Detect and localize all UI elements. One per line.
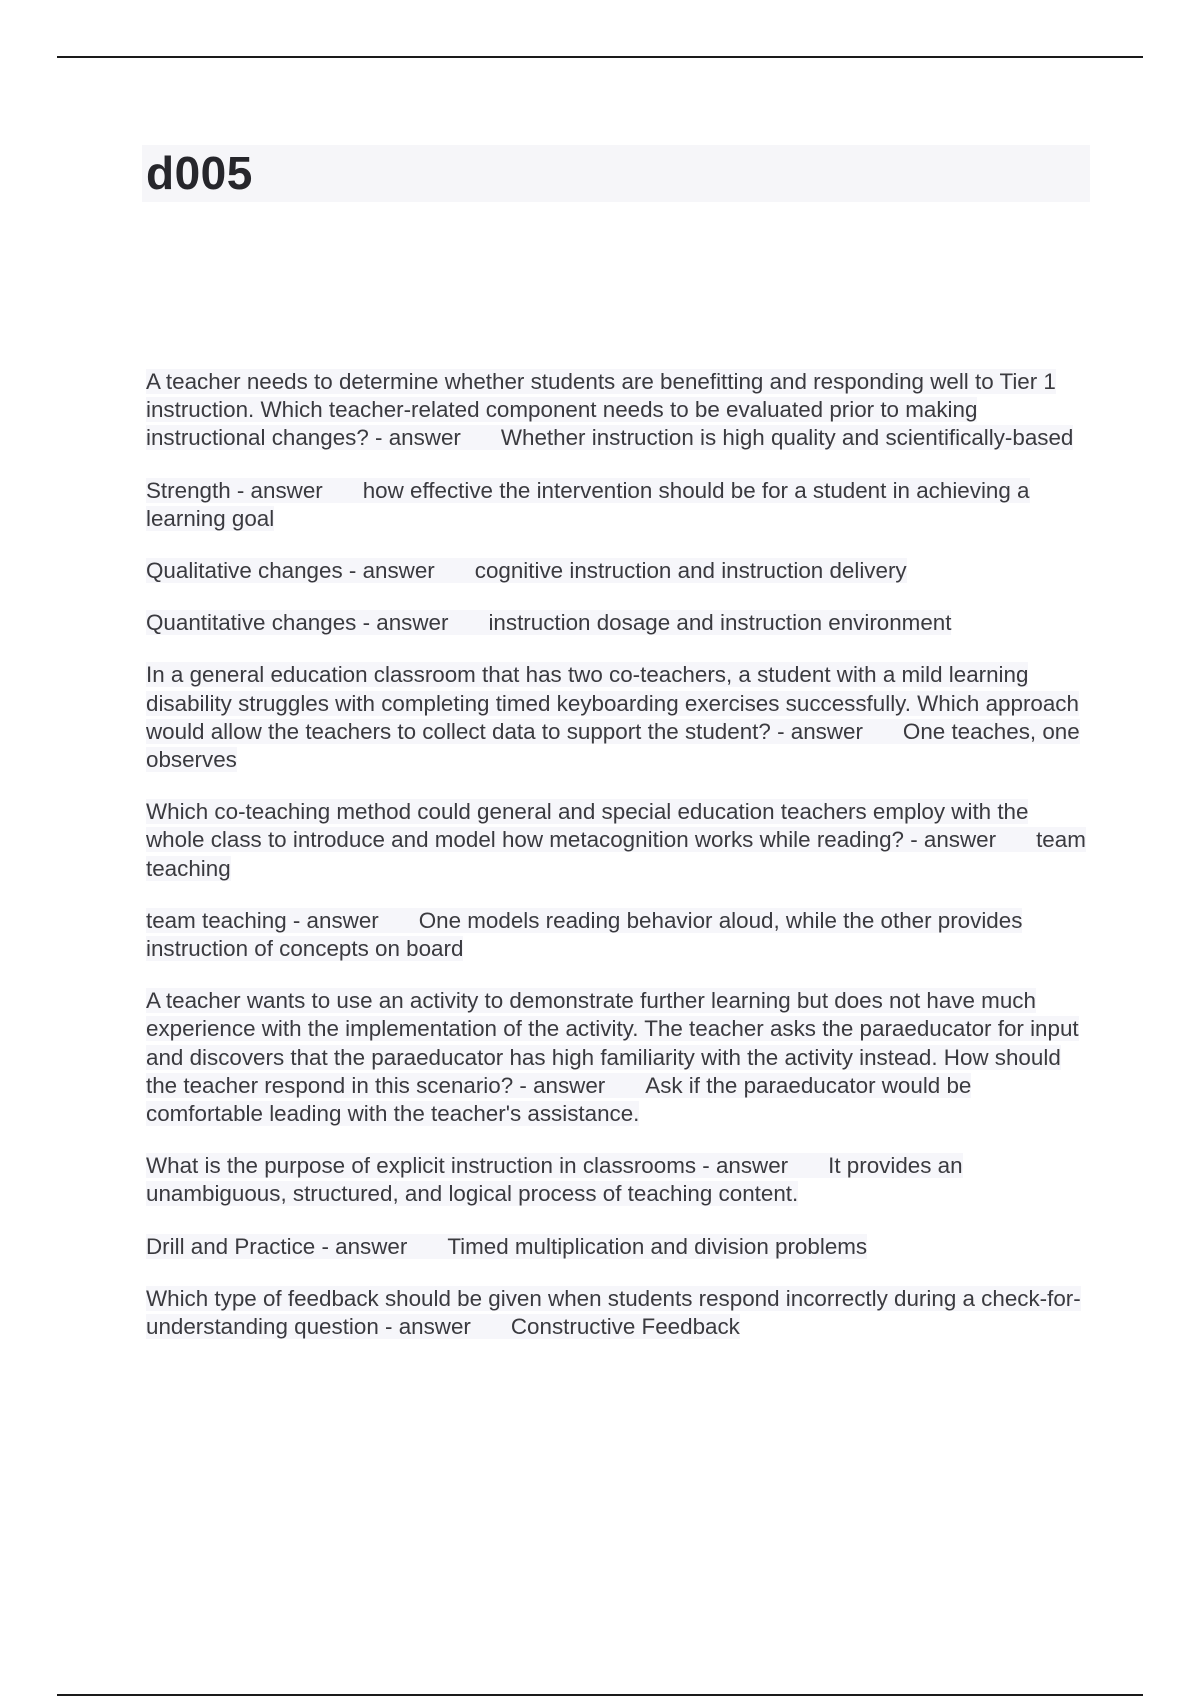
- title-band: [142, 145, 1090, 202]
- answer-separator: - answer: [342, 558, 435, 584]
- qa-item: [146, 1152, 1090, 1208]
- qa-item: [146, 1233, 1090, 1261]
- question-text: Which co-teaching method could general and special education teachers employ with the whole class to introduce and model how metacognition works while reading?: [146, 799, 1029, 853]
- answer-separator: - answer: [315, 1233, 408, 1259]
- question-text: In a general education classroom that has two co-teachers, a student with a mild learning disability struggles with completing timed keyboarding exercises successfully. Which approach would allow the teachers to collect data to support the student?: [146, 662, 1079, 744]
- question-text: Drill and Practice: [146, 1233, 316, 1259]
- question-text: Strength: [146, 477, 231, 503]
- qa-list: [146, 368, 1090, 1365]
- question-text: team teaching: [146, 907, 287, 933]
- answer-text: Timed multiplication and division problems: [447, 1233, 868, 1259]
- qa-item: [146, 368, 1090, 453]
- answer-text: instruction dosage and instruction environment: [488, 610, 952, 636]
- answer-text: Ask if the paraeducator would be comfortable leading with the teacher's assistance.: [146, 1072, 972, 1127]
- qa-item: [146, 661, 1090, 774]
- answer-separator: - answer: [286, 907, 379, 933]
- qa-item: [146, 609, 1090, 637]
- question-text: Qualitative changes: [146, 558, 343, 584]
- question-text: A teacher needs to determine whether students are benefitting and responding well to Tier 1 instruction. Which teacher-related component needs to be evaluated prior to making instructional changes?: [146, 369, 1056, 451]
- answer-text: Constructive Feedback: [510, 1314, 740, 1340]
- answer-text: team teaching: [146, 827, 1086, 881]
- qa-item: [146, 987, 1090, 1128]
- document-title: d005: [146, 147, 253, 199]
- answer-separator: - answer: [356, 610, 449, 636]
- answer-separator: - answer: [696, 1153, 789, 1179]
- answer-text: One teaches, one observes: [146, 718, 1080, 773]
- qa-item: [146, 1285, 1090, 1341]
- qa-item: [146, 477, 1090, 533]
- answer-text: cognitive instruction and instruction delivery: [474, 558, 907, 584]
- answer-separator: - answer: [378, 1314, 471, 1340]
- qa-item: [146, 907, 1090, 963]
- qa-item: [146, 557, 1090, 585]
- question-text: Which type of feedback should be given when students respond incorrectly during a check-for-understanding question: [146, 1285, 1081, 1340]
- question-text: What is the purpose of explicit instruction in classrooms: [146, 1153, 697, 1179]
- answer-separator: - answer: [230, 477, 323, 503]
- footer-rule: [57, 1694, 1143, 1696]
- question-text: A teacher wants to use an activity to demonstrate further learning but does not have much experience with the implementation of the activity. The teacher asks the paraeducator for input and discovers that the paraeducator has high familiarity with the activity instead. How should the teacher respond in this scenario?: [146, 988, 1079, 1098]
- answer-text: One models reading behavior aloud, while the other provides instruction of concepts on board: [146, 907, 1023, 962]
- answer-separator: - answer: [903, 827, 997, 853]
- header-rule: [57, 56, 1143, 58]
- question-text: Quantitative changes: [146, 610, 357, 636]
- answer-text: It provides an unambiguous, structured, and logical process of teaching content.: [146, 1153, 963, 1207]
- answer-separator: - answer: [368, 425, 461, 451]
- qa-item: [146, 798, 1090, 883]
- answer-text: Whether instruction is high quality and scientifically-based: [500, 425, 1074, 451]
- answer-text: how effective the intervention should be for a student in achieving a learning goal: [146, 477, 1030, 531]
- answer-separator: - answer: [770, 718, 863, 744]
- answer-separator: - answer: [513, 1072, 606, 1098]
